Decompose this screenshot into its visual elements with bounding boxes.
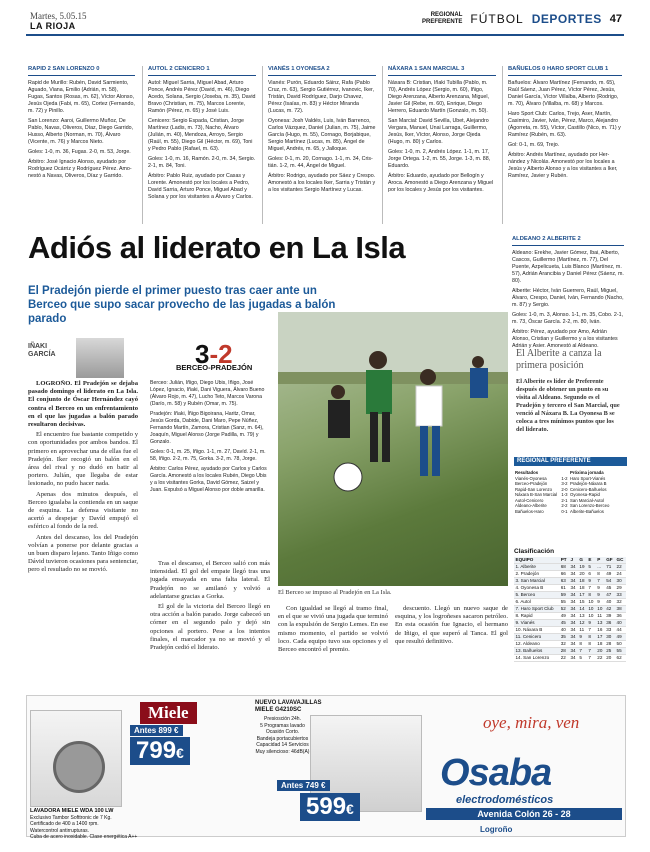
store-city: Logroño xyxy=(480,825,513,834)
standings-cell: 34 xyxy=(569,606,578,613)
standings-cell: 68 xyxy=(559,564,569,571)
result-match: Berceo-Pradejón xyxy=(515,481,548,486)
result-para: Goles: 1-0, m. 36, Fugas. 2-0, m. 53, Jorge. xyxy=(28,149,131,155)
standings-cell: 9 xyxy=(596,599,605,606)
team-name: 10. Náxara B xyxy=(514,627,559,634)
standings-cell: 15 xyxy=(578,599,587,606)
standings-cell: 22 xyxy=(615,564,626,571)
page-number: 47 xyxy=(609,13,622,25)
product1-features xyxy=(255,716,310,755)
standings-cell: 34 xyxy=(569,592,578,599)
feature-line: Bandeja portacubiertos xyxy=(256,735,309,742)
result-match: Náxara B-San Marcial xyxy=(515,492,558,497)
column-divider xyxy=(142,66,143,224)
standings-cell: 30 xyxy=(615,578,626,585)
standings-cell: 35 xyxy=(559,634,569,641)
sidebar-title: ALDEANO 2 ALBERITE 2 xyxy=(512,236,624,246)
standings-cell: 8 xyxy=(587,592,596,599)
author-first-name: IÑAKI xyxy=(28,343,48,350)
standings-cell: 59 xyxy=(559,592,569,599)
next-row xyxy=(569,509,624,515)
lineup-para: Goles: 0-1, m. 25, Iñigo. 1-1, m. 27, Davíd. 2-1, m. 58, Iñigo. 2-2, m. 75, Gorka. 3-2, m. 78, Jorge. xyxy=(150,449,266,462)
result-para: Haro Sport Club: Carlos, Trejo, Aser, Martín, Casimiro, Javier, Iván, Pérez, Marco, Alejandro (Ágorreta, m. 55), Víctor, Castillo (Nico, m. 71) y Ramírez (Rubén, m. 63). xyxy=(508,111,621,138)
body-para: descuento. Llegó un nuevo saque de esquina, y los logroñeses sacaron petróleo. En esta ocasión fue Ignacio, el hermano de Iñigo, el que superó al Tanca. El gol que resultó definitivo. xyxy=(395,605,508,645)
section-label: DEPORTES xyxy=(531,12,602,26)
result-score: 0-1 xyxy=(561,508,568,514)
result-match: Autol-Cenicero xyxy=(515,497,544,503)
standings-row xyxy=(514,599,626,606)
antes-label: Antes xyxy=(134,726,157,735)
team-name: 8. Rapid xyxy=(514,613,559,620)
osaba-logo: Osaba xyxy=(440,752,552,794)
result-title: NÁXARA 1 SAN MARCIAL 3 xyxy=(388,66,496,76)
standings-row xyxy=(514,578,626,585)
standings-cell: 47 xyxy=(605,592,615,599)
sidebar-pull-body: El Alberite es líder de Preferente después de obtener un punto en su visita al Aldeano. Segundo es el Pradejón y tercero el San Marcial, que venció al Náxara B. La Oyonesa B se coloca a tres mínimos puntos que los del liderato. xyxy=(516,378,620,433)
body-para: LOGROÑO. El Pradejón se dejaba pasado domingo el liderato en La Isla. El conjunto de Óscar Hernández cayó contra el Berceo en un enfrentamiento en el que las jugadas a balón parado resultaron decisivas. xyxy=(28,380,138,429)
standings-cell: 34 xyxy=(569,620,578,627)
result-title: RAPID 2 SAN LORENZO 0 xyxy=(28,66,135,76)
price-value: 599 xyxy=(306,793,347,820)
standings-header-cell: GF xyxy=(605,557,615,564)
standings-cell: 49 xyxy=(559,613,569,620)
next-title: Próxima jornada xyxy=(570,470,604,475)
standings-row xyxy=(514,571,626,578)
result-para: Árbitro: Rodrigo, ayudado por Sáez y Crespo. Amonestó a los locales Iker, Sarria y Tristán y a los visitantes Sergio Martínez y Lucas. xyxy=(268,173,376,193)
next-table xyxy=(569,470,624,514)
sidebar-aldeano xyxy=(512,236,624,353)
header-rule xyxy=(26,34,624,36)
standings-cell: 29 xyxy=(615,585,626,592)
standings-cell: 9 xyxy=(587,620,596,627)
standings-cell: 10 xyxy=(587,606,596,613)
price-currency: € xyxy=(176,745,184,761)
article-body-col-2 xyxy=(150,560,270,680)
standings-cell: 10 xyxy=(596,606,605,613)
standings-cell: 7 xyxy=(596,578,605,585)
body-para: Antes del descanso, los del Pradejón volvían a ponerse por delante gracias a un buen disparo lejano. Tanto Iñigo como Dávid tuvieron ocasiones para sentenciar, pero el resultado no se movió. xyxy=(28,533,138,574)
result-para: Árbitro: Eduardo, ayudado por Bellogín y Aroca. Amonestó a Diego Arenzana y Miguel por los locales y Jesús por los visitantes. xyxy=(388,173,494,193)
standings-cell: 8 xyxy=(587,641,596,648)
match-photo-illustration xyxy=(278,312,508,586)
sidebar-para: Aldeano: Erekhe, Javier Gómez, Ibai, Alberto, Cascos, Guillermo (Martínez, m. 77), Del Puente, Azpelicueta, Luis Blanco (Martínez, m. 57), Adrián Arancibia y Daniel Pérez (Sáenz, m. 80). xyxy=(512,250,624,284)
result-title: VIANÉS 1 OYONESA 2 xyxy=(268,66,376,76)
standings-cell: 36 xyxy=(615,613,626,620)
result-row xyxy=(514,503,569,509)
standings-cell: 16 xyxy=(596,627,605,634)
standings-cell: 12 xyxy=(578,620,587,627)
standings-cell: 6 xyxy=(587,571,596,578)
standings-cell: 49 xyxy=(615,634,626,641)
standings-row xyxy=(514,648,626,655)
antes-price-1 xyxy=(130,725,183,736)
standings-cell: 34 xyxy=(569,585,578,592)
standings-cell: 9 xyxy=(587,578,596,585)
standings-cell: 34 xyxy=(569,564,578,571)
standings-row xyxy=(514,606,626,613)
standings-cell: 17 xyxy=(596,634,605,641)
article-body-col-4 xyxy=(395,605,508,680)
result-para: Goles: 1-0, m. 16, Ramón. 2-0, m. 34, Sergio. 2-1, m. 84, Toni. xyxy=(148,156,256,169)
result-block-1 xyxy=(28,66,135,183)
standings-cell: 66 xyxy=(559,571,569,578)
feature-line: 5 Programas lavado xyxy=(260,722,305,729)
result-para: Bañuelos: Álvaro Martínez (Fernando, m. 65), Raúl Sáenz, Juan Pérez, Víctor Pérez, Jesús, Daniel García, Víctor Villalba, Alberto (Rodrigo, m. 70), Álvaro (Villalba, m. 68) y Marcos. xyxy=(508,80,619,107)
team-name: 5. Berceo xyxy=(514,592,559,599)
standings-cell: 24 xyxy=(615,571,626,578)
sport-label: FÚTBOL xyxy=(470,12,524,26)
match-lineups xyxy=(150,380,270,497)
result-score: 2-0 xyxy=(561,486,568,492)
miele-logo: Miele xyxy=(140,702,197,724)
product2-name: LAVADORA MIELE WDA 100 LW xyxy=(30,808,114,814)
standings-row xyxy=(514,627,626,634)
standings-cell: 7 xyxy=(587,648,596,655)
author-last-name: GARCÍA xyxy=(28,351,56,358)
article-deck: El Pradejón pierde el primer puesto tras caer ante un Berceo que supo sacar provecho de las jugadas a balón parado xyxy=(28,285,336,325)
next-match: Haro Sport-Vianés xyxy=(570,475,606,481)
standings-cell: 55 xyxy=(615,648,626,655)
feature-line: Muy silencioso: 46dB(A) xyxy=(255,748,310,755)
result-para: Árbitro: Pablo Ruiz, ayudado por Casas y Lorente. Amonestó por los locales a Pedro, David Sarria, Arturo Ponce, Miguel Abad y Solana y por los visitantes a Álvaro y Carlos. xyxy=(148,173,253,200)
away-score: 2 xyxy=(218,339,233,369)
feature-line: Certificado de 400 a 1400 rpm. xyxy=(30,821,99,827)
standings-header-cell: E xyxy=(587,557,596,564)
match-title: BERCEO-PRADEJÓN xyxy=(176,363,253,372)
score-dash: - xyxy=(209,339,219,369)
standings-cell: 39 xyxy=(605,613,615,620)
lineup-para: Berceo: Julián, Iñigo, Diego Ubis, Iñigo, José López, Ignacio, Iñaki, Dani Viguera, Álvaro Bueno (Álvaro Rojo, m. 47), Lucho Teto, Marcos Varona (Darío, m. 58) y Rubén (Omar, m. 75). xyxy=(150,380,265,407)
standings-row xyxy=(514,585,626,592)
result-para: San Lorenzo: Aaroi, Guillermo Muñoz, De Pablo, Navas, Oliveros, Díaz, Diego Garrido, Husso, Alberto (Norman, m. 70), Álvaro (Vicente, m. 76) y Marcos Nieto. xyxy=(28,118,134,145)
feature-line: Capacidad 14 Servicios xyxy=(256,742,309,748)
standings-cell: 34 xyxy=(569,655,578,662)
standings-cell: 34 xyxy=(569,571,578,578)
sidebar-pull-quote: El Alberite a canza la primera posición xyxy=(516,348,602,371)
standings-cell: 32 xyxy=(559,641,569,648)
standings-cell: 44 xyxy=(615,627,626,634)
store-address: Avenida Colón 26 - 28 xyxy=(426,808,622,820)
standings-cell: 28 xyxy=(605,641,615,648)
standings-title: Clasificación xyxy=(514,548,555,555)
result-block-4 xyxy=(388,66,496,197)
result-block-3 xyxy=(268,66,376,197)
section-header xyxy=(422,12,622,26)
standings-cell: 36 xyxy=(605,620,615,627)
standings-cell: 61 xyxy=(559,585,569,592)
standings-cell: 5 xyxy=(587,564,596,571)
standings-cell: 9 xyxy=(596,585,605,592)
product1-name: NUEVO LAVAVAJILLAS xyxy=(255,700,322,706)
sidebar-para: Goles: 1-0, m. 3, Alonso. 1-1, m. 35, Cobo. 2-1, m. 73, Óscar García. 2-2, m. 80, Iván. xyxy=(512,312,623,325)
standings-cell: 40 xyxy=(615,620,626,627)
standings-cell: 11 xyxy=(578,627,587,634)
result-match: Aldeano-Alberite xyxy=(515,503,547,508)
result-match: Rapid-San Lorenzo xyxy=(515,486,553,492)
standings-cell: 62 xyxy=(615,655,626,662)
standings-cell: 7 xyxy=(587,585,596,592)
team-name: 4. Oyonesa B xyxy=(514,585,559,592)
standings-cell: 38 xyxy=(615,606,626,613)
standings-cell: 54 xyxy=(605,578,615,585)
result-para: Rapid de Murillo: Rubén, David Sarmiento, Aguado, Viana, Emilio (Adrián, m. 58), Fugas, Santos (Rosas, m. 62), Víctor Alonso, Jesús Ojeda (Fabi, m. 65), Cortez (Fernando, m. 72) y Pinillo. xyxy=(28,80,135,114)
washer-door-icon xyxy=(53,741,105,793)
result-title: BAÑUELOS 0 HARO SPORT CLUB 1 xyxy=(508,66,622,76)
standings-cell: 34 xyxy=(569,627,578,634)
antes-value: 899 € xyxy=(158,726,179,735)
result-row xyxy=(514,481,569,487)
feature-line: Ocasión Corto. xyxy=(265,729,300,735)
standings-cell: 5 xyxy=(578,655,587,662)
standings-cell: 11 xyxy=(596,613,605,620)
standings-cell: 20 xyxy=(605,655,615,662)
team-name: 1. Alberite xyxy=(514,564,559,571)
standings-cell: 50 xyxy=(615,641,626,648)
standings-row xyxy=(514,641,626,648)
standings-row xyxy=(514,564,626,571)
team-name: 9. Vianés xyxy=(514,620,559,627)
next-match: Pradejón-Náxara B xyxy=(570,481,607,486)
publication-name: LA RIOJA xyxy=(30,21,76,31)
results-table xyxy=(514,470,569,514)
result-para: Cenicero: Sergio Espada, Cristian, Jorge Martínez (Ladis, m. 73), Nacho, Álvaro (Julián, m. 40), Mendoza, Arroyo, Sergio (Raúl, m. 55), Diego Gil (Héctor, m. 69), Toni y Pedro Pablo (Rafael, m. 63). xyxy=(148,118,253,152)
standings-cell: 49 xyxy=(605,571,615,578)
standings-cell: 22 xyxy=(559,655,569,662)
sidebar-para: Árbitro: Pérez, ayudado por Amo, Adrián Alonso, Cristian y Guillermo y a los visitantes Adrián y Asier. Amonestó al Aldeano. xyxy=(512,329,618,349)
price-currency: € xyxy=(346,801,354,817)
result-para: San Marcial: David Sevilla, Ubet, Alejandro Vergara, Manuel, Unai Larraga, Guillermo, Jesús, Iker, Víctor, Alonso, Jorge Ojeda (Hugo, m. 80) y Carlos. xyxy=(388,118,489,145)
product1-title xyxy=(255,700,322,714)
price-value: 799 xyxy=(136,737,177,764)
league-label xyxy=(422,12,462,26)
standings-header-cell: P xyxy=(596,557,605,564)
product2-info xyxy=(30,808,180,841)
standings-cell: 25 xyxy=(605,648,615,655)
result-para: Oyonesa: Josh Valdés, Luis, Iván Barrenco, Carlos Vázquez, Daniel (Julian, m. 75), Jaime García (Hugo, m. 55), Cornago, Borjabique, Sergio Martínez (Lucas, m. 85), Ángel de Miguel, Andrés, m. 65, y Jalloque. xyxy=(268,118,376,152)
team-name: 6. Autol xyxy=(514,599,559,606)
team-name: 11. Cenicero xyxy=(514,634,559,641)
standings-cell: 14 xyxy=(578,606,587,613)
result-para: Vianés: Purón, Eduardo Sáinz, Rafa (Pablo Cruz, m. 63), Sergio Gutiérrez, Ivanovic, Iker, Tristán, David Rodríguez, Darjo Chavez, Pérez (Isaías, m. 83) y Héctor Miranda (Lucas, m. 72). xyxy=(268,80,374,114)
sidebar-para: Alberite: Héctor, Iván Guerrero, Raúl, Miguel, Álvaro, Crespo, Daniel, Iván, Fernando (Nacho, m. 87) y Sergio. xyxy=(512,288,624,308)
body-para: El encuentro fue bastante competido y con oportunidades por ambos bandos. El primero en aprovechar una de ellas fue el Pradejón. Iker recogió un balón en el área del rival y no dudó en batir al portero. Julián, que llegaba de estar lesionado, no pudo hacer nada. xyxy=(28,431,138,488)
results-title: Resultados xyxy=(515,470,539,475)
issue-date: Martes, 5.05.15 xyxy=(30,11,87,21)
standings-row xyxy=(514,613,626,620)
team-name: 14. San Lorenzo xyxy=(514,655,559,662)
ad-slogan: oye, mira, ven xyxy=(483,713,580,732)
team-name: 7. Haro Sport Club xyxy=(514,606,559,613)
match-photo xyxy=(278,312,508,586)
result-score: 1-3 xyxy=(561,492,568,497)
standings-cell: 34 xyxy=(569,641,578,648)
league-label-1: REGIONAL xyxy=(430,12,463,18)
standings-cell: 20 xyxy=(578,571,587,578)
standings-cell: 13 xyxy=(596,620,605,627)
standings-header-cell: EQUIPO xyxy=(514,557,559,564)
standings-cell: 19 xyxy=(578,564,587,571)
next-match: San Marcial-Autol xyxy=(570,497,604,503)
body-para: Tras el descanso, el Berceo salió con más intensidad. El gol del empate llegó tras una jugada ensayada en una falta lateral. El Pradejón no se amilanó y volvió a adelantarse gracias a Gorka. xyxy=(150,560,270,600)
result-para: Autol: Miguel Sarria, Miguel Abad, Arturo Ponce, Andrés Pérez (David, m. 46), Diego Acedo, Solana, Sergio (Joseba, m. 35), David Bravo (Christian, m. 75), Marcos Lorente, Ramón (Pérez, m. 65) y José Luis. xyxy=(148,80,256,114)
standings-cell: 34 xyxy=(569,648,578,655)
next-match: Cenicero-Bañuelos xyxy=(570,486,607,492)
antes-label: Antes xyxy=(281,781,304,790)
standings-cell: 63 xyxy=(559,578,569,585)
article-body-col-3 xyxy=(278,605,388,680)
standings-cell: 42 xyxy=(605,606,615,613)
standings-cell: 34 xyxy=(569,613,578,620)
column-divider xyxy=(262,66,263,224)
standings-cell: 33 xyxy=(615,592,626,599)
standings-row xyxy=(514,655,626,662)
standings-cell: 18 xyxy=(596,641,605,648)
standings-cell: 9 xyxy=(596,592,605,599)
result-title: AUTOL 2 CENICERO 1 xyxy=(148,66,256,76)
standings-cell: 9 xyxy=(578,634,587,641)
team-name: 12. Aldeano xyxy=(514,641,559,648)
standings-header-cell: PT xyxy=(559,557,569,564)
photo-caption: El Berceo se impuso al Pradejón en La Isla. xyxy=(278,589,392,596)
standings-cell: 52 xyxy=(559,606,569,613)
standings-cell: 13 xyxy=(578,613,587,620)
results-box xyxy=(514,470,626,514)
result-match: Vianés-Oyonesa xyxy=(515,475,547,481)
washer-image xyxy=(30,710,122,807)
result-row xyxy=(514,492,569,498)
price-2 xyxy=(300,793,360,821)
next-match: Oyonesa-Rapid xyxy=(570,492,600,497)
result-para: Náxara B: Cristian, Iñaki Tubilla (Pablo, m. 70), Andrés López (Sergio, m. 60), Iñigo, Diego Arenzana, Alberto Arenzana, Miguel, Javier Gil (Rebe, m. 60), Enrique, Diego Herrero, Eduardo Martín (Gonzalo, m. 50). xyxy=(388,80,489,114)
standings-cell: 34 xyxy=(569,634,578,641)
result-score: 2-1 xyxy=(561,497,568,503)
result-match: Bañuelos-Haro xyxy=(515,508,544,514)
product1-model: MIELE G4210SC xyxy=(255,707,302,713)
team-name: 3. San Marcial xyxy=(514,578,559,585)
standings-cell: 30 xyxy=(605,634,615,641)
standings-cell: 20 xyxy=(596,648,605,655)
body-para: Con igualdad se llegó al tramo final, en el que se vivió una jugada que terminó con la expulsión de Sergio Lemes. En ese mismo momento, el partido se volvió loco. Cada equipo tuvo sus opciones y el Berceo encontró el premio. xyxy=(278,605,388,654)
standings-cell: 17 xyxy=(578,592,587,599)
osaba-subtitle: electrodomésticos xyxy=(456,794,554,806)
standings-cell: 34 xyxy=(569,578,578,585)
antes-price-2 xyxy=(277,780,330,791)
standings-row xyxy=(514,620,626,627)
standings-table xyxy=(514,557,626,662)
standings-cell: 7 xyxy=(587,627,596,634)
home-score: 3 xyxy=(195,339,210,369)
standings-cell: 40 xyxy=(559,627,569,634)
lineup-para: Árbitro: Carlos Pérez, ayudado por Carlos y Carlos García. Amonestó a los locales Rubén, Diego Ubis y a los visitantes Gorka, David Gómez, Saizel y Juan. Expulsó a Miguel Alonso por doble amarilla. xyxy=(150,466,267,493)
result-para: Goles: 0-1, m. 20, Cornago. 1-1, m. 34, Cristián. 1-2, m. 44, Ángel de Miguel. xyxy=(268,156,373,169)
standings-cell: 7 xyxy=(587,655,596,662)
feature-line: Exclusivo Tambor Softtronic de 7 Kg. xyxy=(30,814,112,821)
standings-cell: ... xyxy=(596,564,605,571)
regional-bar: REGIONAL PREFERENTE xyxy=(514,457,627,466)
body-para: Apenas dos minutos después, el Berceo igualaba la contienda en un saque de esquina. La defensa visitante no acertó a despejar y Davíd empujó el esférico al fondo de la red. xyxy=(28,490,138,531)
standings-cell: 45 xyxy=(605,585,615,592)
standings-box xyxy=(514,548,626,662)
standings-cell: 8 xyxy=(578,641,587,648)
column-divider xyxy=(382,66,383,224)
lineup-para: Pradejón: Iñaki, Íñigo Bigoirana, Haritz, Omar, Jesús Gorda, Dabide, Dani Maro, Pepe Núñez, Fernando Martín, Zamora, Cristian (Sanz, m. 64), Joaquín, Miguel Alonso (Jorge Padilla, m. 79) y Gonzalo. xyxy=(150,411,264,445)
result-row xyxy=(514,509,569,515)
feature-line: Watercontrol antirrupturas. xyxy=(30,827,90,834)
next-match: Alberite-Bañuelos xyxy=(570,508,604,514)
team-name: 13. Bañuelos xyxy=(514,648,559,655)
standings-cell: 18 xyxy=(578,578,587,585)
standings-cell: 33 xyxy=(605,627,615,634)
standings-row xyxy=(514,592,626,599)
standings-header-cell: GC xyxy=(615,557,626,564)
standings-cell: 71 xyxy=(605,564,615,571)
body-para: El gol de la victoria del Berceo llegó en otra acción a balón parado. Jorge cabeceó un córner en el segundo palo y dejó sin opciones al portero. Pese a los intentos finales, el marcador ya no se movió y el Pradejón cedió el liderato. xyxy=(150,603,270,652)
column-divider xyxy=(502,66,503,224)
article-body-col-1 xyxy=(28,380,138,680)
team-name: 2. Pradejón xyxy=(514,571,559,578)
standings-cell: 34 xyxy=(569,599,578,606)
author-photo xyxy=(76,338,124,378)
result-para: Gol: 0-1, m. 69, Trejo. xyxy=(508,142,560,148)
standings-header-cell: G xyxy=(578,557,587,564)
standings-cell: 28 xyxy=(559,648,569,655)
standings-cell: 32 xyxy=(615,599,626,606)
result-block-5 xyxy=(508,66,622,183)
standings-cell: 10 xyxy=(587,599,596,606)
league-label-2: PREFERENTE xyxy=(422,19,463,25)
result-para: Goles: 1-0, m. 2, Andrés López. 1-1, m. 17, Jorge Ortega. 1-2, m. 55, Jorge. 1-3, m. 88, Eduardo. xyxy=(388,149,491,169)
standings-cell: 7 xyxy=(578,648,587,655)
feature-line: Presiosción 24h. xyxy=(264,716,301,722)
standings-cell: 55 xyxy=(559,599,569,606)
result-score: 2-2 xyxy=(561,503,568,508)
result-score: 1-2 xyxy=(561,475,568,481)
standings-cell: 8 xyxy=(596,571,605,578)
standings-cell: 22 xyxy=(596,655,605,662)
next-match: San Lorenzo-Berceo xyxy=(570,503,610,508)
result-para: Árbitro: José Ignacio Alonso, ayudado por Rodríguez Ocárriz y Rodríguez Pérez. Amonestó a Navas, Oliveros, Díaz y Garrido. xyxy=(28,159,132,179)
standings-cell: 18 xyxy=(578,585,587,592)
standings-cell: 8 xyxy=(587,634,596,641)
standings-cell: 45 xyxy=(559,620,569,627)
article-headline: Adiós al liderato en La Isla xyxy=(28,230,406,265)
price-1 xyxy=(130,737,190,765)
standings-header-cell: J xyxy=(569,557,578,564)
result-para: Árbitro: Andrés Martínez, ayudado por Hernández y Nicolás. Amonestó por los locales a Jesús y Alberto Alonso y a los visitantes a Iker, Ramírez, Javier y Rubén. xyxy=(508,152,618,179)
antes-value: 749 € xyxy=(305,781,326,790)
result-block-2 xyxy=(148,66,256,204)
standings-row xyxy=(514,634,626,641)
author-byline xyxy=(28,343,56,359)
feature-line: Cuba de acero inoxidable. Clase energética A++ xyxy=(30,834,138,840)
result-score: 3-2 xyxy=(561,481,568,486)
standings-cell: 10 xyxy=(587,613,596,620)
standings-cell: 40 xyxy=(605,599,615,606)
